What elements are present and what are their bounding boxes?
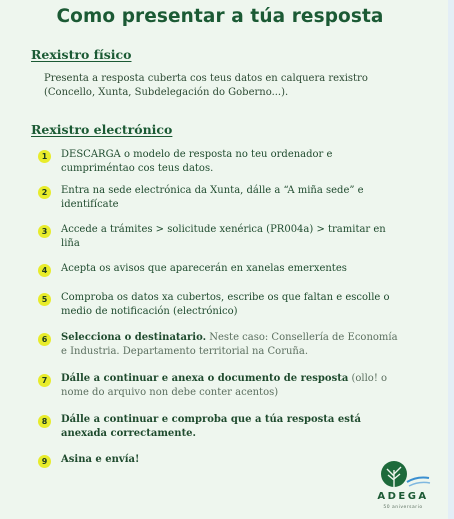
step-note: Neste caso: Consellería de Economía e Industria. Departamento territorial na Coruña. — [61, 332, 398, 357]
physical-description: Presenta a resposta cuberta cos teus datos en calquera rexistro (Concello, Xunta, Subdelegación do Goberno...). — [44, 73, 368, 98]
step-2 — [38, 184, 410, 211]
step-6 — [38, 331, 410, 358]
step-text — [61, 262, 406, 277]
step-8 — [38, 413, 410, 440]
step-3 — [38, 223, 410, 250]
step-text — [61, 372, 406, 399]
step-lead: Asina e envía! — [61, 454, 140, 465]
step-number-badge: 8 — [38, 415, 51, 428]
step-text — [61, 223, 406, 250]
step-text — [61, 331, 406, 358]
step-lead: Acepta os avisos que aparecerán en xanelas emerxentes — [61, 263, 347, 274]
step-number-badge: 5 — [38, 293, 51, 306]
step-lead: Comproba os datos xa cubertos, escribe os que faltan e escolle o medio de notificación (electrónico) — [61, 292, 390, 317]
step-text — [61, 453, 406, 468]
step-number-badge: 7 — [38, 374, 51, 387]
tree-logo-icon — [373, 460, 433, 492]
step-number-badge: 1 — [38, 150, 51, 163]
step-5 — [38, 291, 410, 318]
step-4 — [38, 262, 410, 277]
step-lead: Entra na sede electrónica da Xunta, dálle a “A miña sede” e identifícate — [61, 185, 364, 210]
step-number-badge: 6 — [38, 333, 51, 346]
step-lead: Selecciona o destinatario. — [61, 332, 207, 343]
section-heading-physical: Rexistro físico — [31, 47, 132, 62]
step-lead: Dálle a continuar e anexa o documento de resposta — [61, 373, 349, 384]
step-text — [61, 148, 406, 175]
edge-strip — [448, 0, 454, 519]
step-1 — [38, 148, 410, 175]
adega-logo — [373, 460, 433, 512]
step-lead: Accede a trámites > solicitude xenérica (PR004a) > tramitar en liña — [61, 224, 386, 249]
step-number-badge: 4 — [38, 264, 51, 277]
step-9 — [38, 453, 410, 468]
step-note: (ollo! o nome do arquivo non debe conter acentos) — [61, 373, 388, 398]
step-text — [61, 184, 406, 211]
step-lead: DESCARGA o modelo de resposta no teu ordenador e cumpriméntao cos teus datos. — [61, 149, 333, 174]
step-number-badge: 2 — [38, 186, 51, 199]
page-title: Como presentar a túa resposta — [56, 6, 384, 27]
step-lead: Dálle a continuar e comproba que a túa resposta está anexada correctamente. — [61, 414, 361, 439]
section-heading-electronic: Rexistro electrónico — [31, 122, 173, 137]
step-text — [61, 291, 406, 318]
step-text — [61, 413, 406, 440]
step-number-badge: 9 — [38, 455, 51, 468]
step-7 — [38, 372, 410, 399]
step-number-badge: 3 — [38, 225, 51, 238]
logo-name: ADEGA — [377, 491, 429, 502]
logo-subtitle: 50 aniversario — [383, 505, 423, 510]
